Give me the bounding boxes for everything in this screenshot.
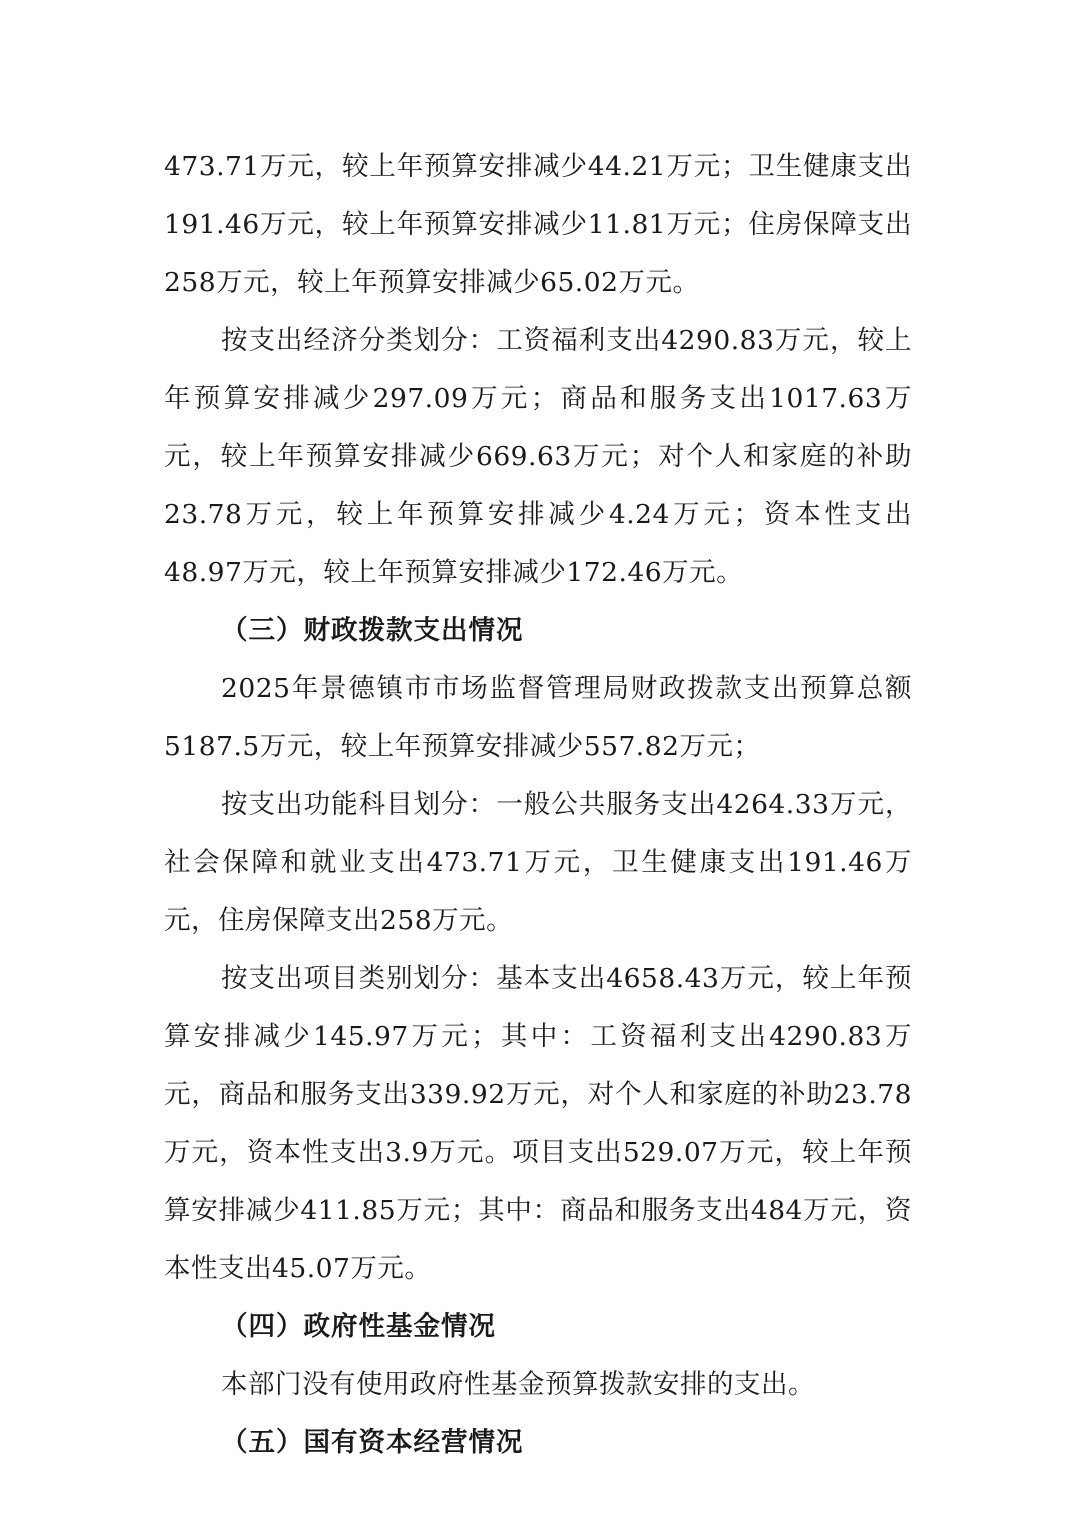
document-body (164, 138, 912, 1472)
section-heading-fiscal-appropriation: （三）财政拨款支出情况 (221, 615, 524, 646)
paragraph-fiscal-project-classification: 按支出项目类别划分：基本支出4658.43万元，较上年预算安排减少145.97万元；其中：工资福利支出4290.83万元，商品和服务支出339.92万元，对个人和家庭的补助23.78万元，资本性支出3.9万元。项目支出529.07万元，较上年预算安排减少411.85万元；其中：商品和服务支出484万元，资本性支出45.07万元。 (164, 963, 912, 1284)
paragraph-fiscal-total: 2025年景德镇市市场监督管理局财政拨款支出预算总额5187.5万元，较上年预算安排减少557.82万元； (164, 673, 912, 762)
paragraph-government-fund: 本部门没有使用政府性基金预算拨款安排的支出。 (221, 1369, 815, 1400)
section-heading-government-fund: （四）政府性基金情况 (221, 1311, 496, 1342)
paragraph-economic-classification: 按支出经济分类划分：工资福利支出4290.83万元，较上年预算安排减少297.09万元；商品和服务支出1017.63万元，较上年预算安排减少669.63万元；对个人和家庭的补助23.78万元，较上年预算安排减少4.24万元；资本性支出48.97万元，较上年预算安排减少172.46万元。 (164, 325, 912, 588)
paragraph-function-expenditure-continued: 473.71万元，较上年预算安排减少44.21万元；卫生健康支出191.46万元，较上年预算安排减少11.81万元；住房保障支出258万元，较上年预算安排减少65.02万元。 (164, 151, 912, 298)
paragraph-fiscal-function-classification: 按支出功能科目划分：一般公共服务支出4264.33万元，社会保障和就业支出473.71万元，卫生健康支出191.46万元，住房保障支出258万元。 (164, 789, 912, 936)
section-heading-state-capital: （五）国有资本经营情况 (221, 1427, 524, 1458)
